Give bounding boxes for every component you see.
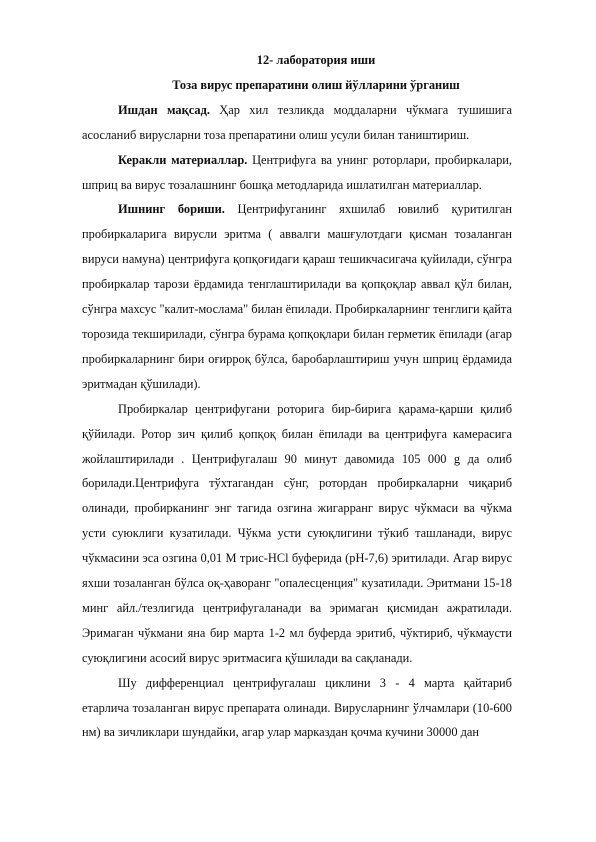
page-title: 12- лаборатория иши — [256, 53, 376, 67]
paragraph-text: Центрифуганинг яхшилаб ювилиб қуритилган пробиркаларига вирусли эритма ( аввалги машғулотдаги қисман тозаланган вируси намуна) центрифуга қопқоғидаги қараш тешикчасигача қуйилади, сўнгра пробиркалар тарози ёрдамида тенглаштирилади ва қопқоқлар аввал қўл билан, сўнгра махсус "калит-мослама" билан ёпилади. Пробиркаларнинг тенглиги қайта торозида текширилади, сўнгра бурама қопқоқлари билан герметик ёпилади (агар пробиркаларнинг бири оғирроқ бўлса, баробарлаштириш учун шприц ёрдамида эритмадан қўшилади). — [82, 202, 512, 391]
paragraph-lead: Керакли материаллар. — [118, 152, 248, 167]
paragraph-materials — [82, 148, 512, 198]
paragraph-purpose — [82, 98, 512, 148]
paragraph-text: Шу дифференциал центрифугалаш циклини 3 - 4 марта қайтариб етарлича тозаланган вирус препарата олинади. Вирусларнинг ўлчамлари (10-600 нм) ва зичликлари шундайки, агар улар марказдан қочма кучини 30000 дан — [82, 675, 512, 740]
paragraph-centrifugation — [82, 397, 512, 671]
paragraph-procedure — [82, 197, 512, 396]
paragraph-text: Ҳар хил тезликда моддаларни чўкмага тушишига асосланиб вирусларни тоза препаратини олиш усули билан таништириш. — [82, 102, 512, 142]
document-page — [82, 48, 512, 745]
paragraph-text: Пробиркалар центрифугани роторига бир-бирига қарама-қарши қилиб қўйилади. Ротор зич қилиб қопқоқ билан ёпилади ва центрифуга камерасига жойлаштирилади . Центрифугалаш 90 минут давомида 105 000 g да олиб борилади.Центрифуга тўхтагандан сўнг, ротордан пробиркаларни чиқариб олинади, пробирканинг энг тагида озгина жигарранг вирус чўкмаси ва чўкма усти суюклиги кузатилади. Чўкма усти суюқлигини тўкиб ташланади, вирус чўкмасини эса озгина 0,01 М трис-HCl буферида (pH-7,6) эритилади. Агар вирус яхши тозаланган бўлса оқ-ҳаворанг "опалесценция" кузатилади. Эритмани 15-18 минг айл./тезлигида центрифугаланади ва эримаган қисмидан ажратилади. Эримаган чўкмани яна бир марта 1-2 мл буферда эритиб, чўктириб, чўкмаусти суюқлигини асосий вирус эритмасига қўшилади ва сақланади. — [82, 401, 512, 665]
page-subtitle: Тоза вирус препаратини олиш йўлларини ўрганиш — [172, 77, 460, 92]
paragraph-lead: Ишнинг бориши. — [118, 202, 225, 217]
paragraph-lead: Ишдан мақсад. — [118, 102, 210, 117]
paragraph-text: Центрифуга ва унинг роторлари, пробиркалари, шприц ва вирус тозалашнинг бошқа методларида ишлатилган материаллар. — [82, 152, 513, 192]
paragraph-cycle — [82, 671, 512, 746]
